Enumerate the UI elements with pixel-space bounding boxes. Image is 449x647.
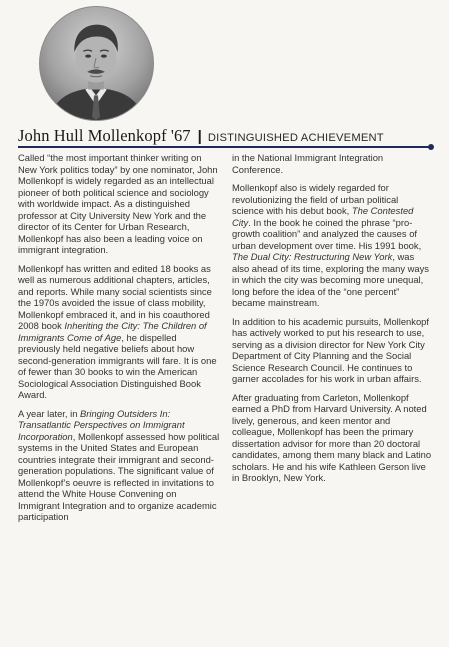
book-title: The Contested City	[232, 205, 414, 228]
left-column	[18, 152, 220, 530]
body-paragraph	[232, 316, 432, 385]
paragraph-text: Mollenkopf has written and edited 18 books as well as numerous additional chapters, articles, and reports. While many social scientists since the 1970s avoided the issue of class mobility, Mollenkopf embraced it, and in his coauthored 2008 book	[18, 262, 212, 331]
paragraph-text: Called “the most important thinker writing on New York politics today” by one nominator, John Mollenkopf is widely regarded as an intellectual pioneer of both political science and sociology with worldwide impact. As a distinguished professor at City University New York and the director of its Center for Urban Research, Mollenkopf has also been a leading voice on immigrant integration.	[18, 152, 218, 255]
paragraph-text: in the National Immigrant Integration Conference.	[232, 152, 384, 175]
portrait-image	[40, 7, 153, 120]
right-column	[232, 152, 432, 491]
paragraph-text: , was also ahead of its time, exploring the many ways in which the city was becoming more unequal, long before the idea of the “one percent” became mainstream.	[232, 251, 429, 308]
portrait-photo	[39, 6, 154, 121]
paragraph-text: , Mollenkopf assessed how political systems in the United States and European countries integrate their immigrant and second-generation populations. The significant value of Mollenkopf’s oeuvre is reflected in invitations to attend the White House Convening on Immigrant Integration and to organize academic participation	[18, 430, 220, 522]
paragraph-text: , he dispelled previously held negative beliefs about how second-generation immigrants will fare. It is one of fewer than 30 books to win the American Sociological Association Distinguished Book Award.	[18, 331, 217, 400]
paragraph-text: A year later, in	[18, 407, 81, 419]
paragraph-text: After graduating from Carleton, Mollenkopf earned a PhD from Harvard University. A noted lively, generous, and keen mentor and colleague, Mollenkopf has been the primary dissertation advisor for more than 20 doctoral candidates, among them many black and Latino scholars. He and his wife Kathleen Gerson live in Brooklyn, New York.	[232, 391, 432, 483]
headline-rule-dot	[428, 144, 434, 150]
paragraph-text: In addition to his academic pursuits, Mollenkopf has actively worked to put his research to use, serving as a division director for New York City Department of City Planning and the Social Science Research Council. He continues to garner accolades for his work in urban affairs.	[232, 315, 429, 384]
book-title: The Dual City: Restructuring New York	[232, 251, 393, 262]
paragraph-text: . In the book he coined the phrase “pro-growth coalition” and analyzed the causes of urban development over time. His 1991 book,	[232, 216, 422, 251]
headline-rule	[18, 146, 430, 148]
paragraph-text: Mollenkopf also is widely regarded for revolutionizing the field of urban political science with his debut book,	[232, 182, 399, 216]
body-paragraph	[232, 182, 432, 309]
headline-separator: |	[197, 128, 202, 145]
headline	[18, 126, 433, 146]
book-title: Inheriting the City: The Children of Immigrants Come of Age	[18, 320, 207, 343]
honoree-name: John Hull Mollenkopf '67	[18, 126, 191, 145]
body-paragraph	[18, 152, 220, 256]
book-title: Bringing Outsiders In: Transatlantic Perspectives on Immigrant Incorporation	[18, 407, 185, 442]
body-paragraph	[232, 392, 432, 484]
body-paragraph	[18, 408, 220, 523]
body-paragraph	[18, 263, 220, 401]
body-paragraph	[232, 152, 432, 175]
award-title: DISTINGUISHED ACHIEVEMENT	[207, 132, 384, 144]
